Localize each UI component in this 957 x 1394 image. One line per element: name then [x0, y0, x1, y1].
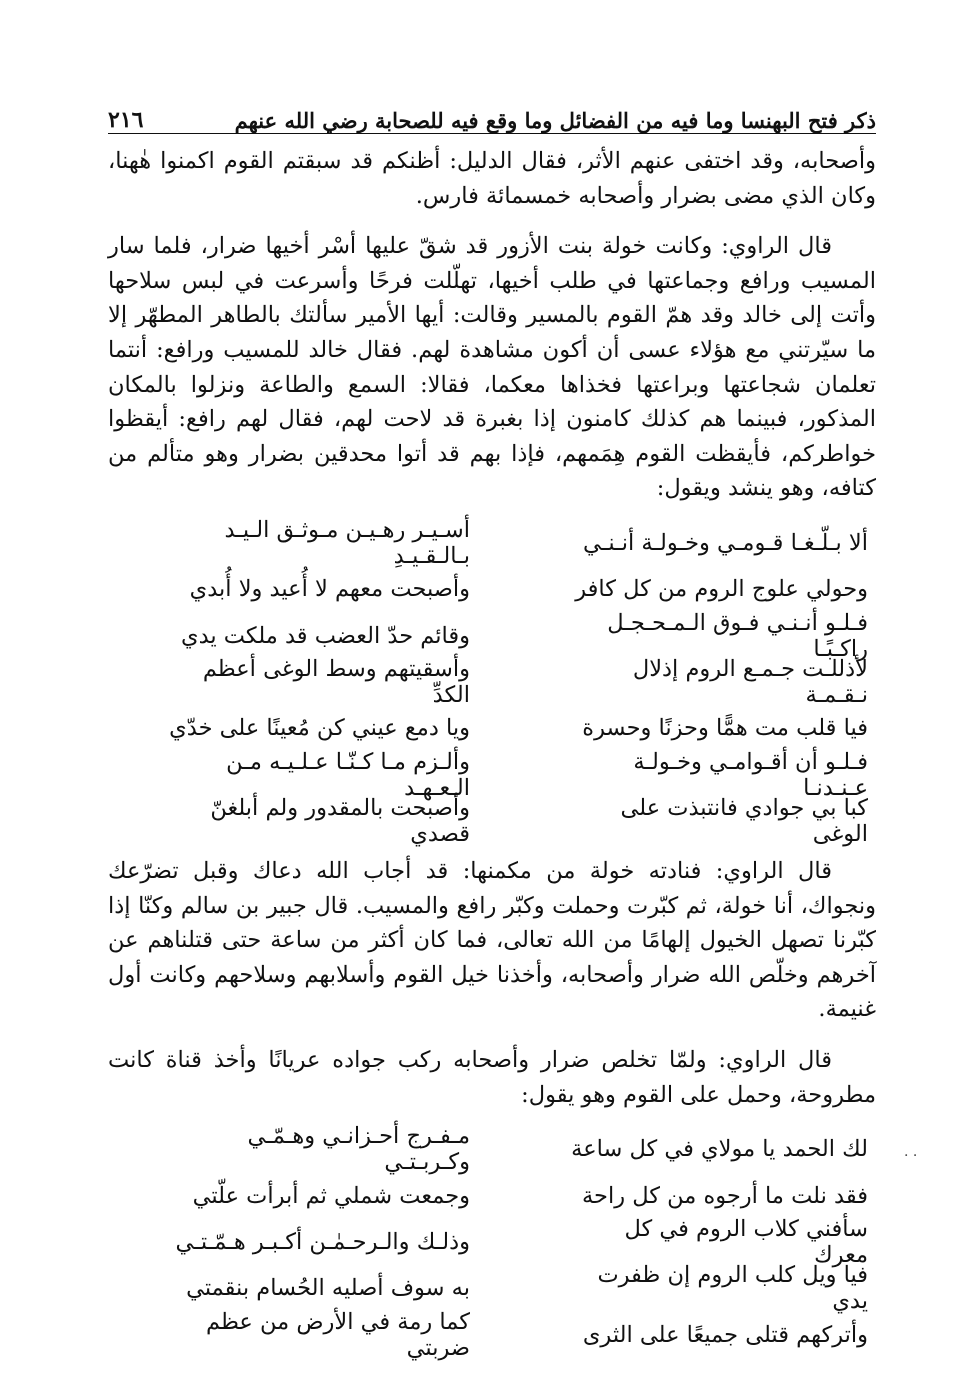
margin-mark: · ·: [904, 1148, 918, 1164]
verse-second-hemistich: كما رمة في الأرض من عظم ضربتي: [205, 1308, 470, 1361]
verse-line: [108, 1172, 876, 1218]
poem-block: [108, 517, 876, 847]
running-header: [108, 95, 876, 134]
verse-second-hemistich: ويا دمع عيني كن مُعينًا على خدّي: [169, 715, 470, 742]
verse-first-hemistich: فقد نلت ما أرجوه من كل راحة: [581, 1182, 868, 1209]
book-page: [108, 95, 876, 1385]
paragraph: قال الراوي: وكانت خولة بنت الأزور قد شقّ عليها أسْر أخيها ضرار، فلما سار المسيب ورافع وجماعتها في طلب أخيها، تهلّلت فرحًا وأسرعت في لبس سلاحها وأتت إلى خالد وقد همّ القوم بالمسير وقالت: أيها الأمير سألتك بالطاهر المطهّر إلا ما سيّرتني مع هؤلاء عسى أن أكون مشاهدة لهم. فقال خالد للمسيب ورافع: أنتما تعلمان شجاعتها وبراعتها فخذاها معكما، فقالا: السمع والطاعة ونزلوا بالمكان المذكور، فبينما هم كذلك كامنون إذا بغبرة قد لاحت لهم، فقال لهم رافع: أيقظوا خواطركم، فأيقظت القوم هِمَمهم، فإذا بهم قد أتوا محدقين بضرار وهو متألم من كتافه، وهو ينشد ويقول:: [108, 233, 876, 502]
poem-block: [108, 1123, 876, 1361]
verse-line: [108, 517, 876, 570]
verse-line: [108, 748, 876, 801]
verse-first-hemistich: فيا ويل كلب الروم إن ظفرت يدي: [597, 1262, 868, 1315]
verse-line: [108, 1262, 876, 1315]
verse-line: [108, 794, 876, 847]
paragraph: قال الراوي: ولمّا تخلص ضرار وأصحابه ركب جواده عريانًا وأخذ قناة كانت مطروحة، وحمل على القوم وهو يقول:: [108, 1046, 876, 1108]
verse-second-hemistich: وجمعت شملي ثم أبرأت علّتي: [192, 1182, 470, 1209]
verse-second-hemistich: وأصبحت معهم لا أُعيد ولا أُبدي: [189, 576, 470, 603]
verse-first-hemistich: فيا قلب مت همًّا وحزنًا وحسرة: [582, 715, 868, 742]
verse-first-hemistich: سأفني كلاب الروم في كل معرك: [624, 1215, 868, 1268]
verse-first-hemistich: كبا بي جوادي فانتبذت على الوغى: [620, 794, 868, 847]
running-title: ذكر فتح البهنسا وما فيه من الفضائل وما وقع فيه للصحابة رضي الله عنهم: [234, 107, 876, 133]
verse-line: [108, 1215, 876, 1268]
page-number: ٢١٦: [108, 106, 144, 133]
verse-second-hemistich: أسـيـر رهـيـن مـوثـق الـيـد بـالـقـيـدِ: [224, 517, 470, 570]
verse-line: [108, 1123, 876, 1176]
verse-second-hemistich: وأصبحت بالمقدور ولم أبلغنّ قصدي: [210, 794, 470, 847]
verse-second-hemistich: وألـزم مـا كـنّـا عـلـيـه مـن الـعـهـد: [226, 748, 470, 801]
verse-line: [108, 705, 876, 751]
verse-second-hemistich: مـفـرج أحـزانـي وهـمّـي وكـربـتـي: [247, 1123, 470, 1176]
paragraph: قال الراوي: فنادته خولة من مكمنها: قد أجاب الله دعاك وقبل تضرّعك ونجواك، أنا خولة، ثم كبّرت وحملت وكبّر رافع والمسيب. قال جبير بن سالم وكنّا إذا كبّرنا تصهل الخيول إلهامًا من الله تعالى، فما كان أكثر من ساعة حتى قتلناهم عن آخرهم وخلّص الله ضرار وأصحابه، وأخذنا خيل القوم وأسلابهم وسلاحهم وكانت أول غنيمة.: [108, 858, 876, 1023]
verse-line: [108, 609, 876, 662]
verse-line: [108, 1308, 876, 1361]
verse-second-hemistich: به سوف أصليه الحُسام بنقمتي: [186, 1275, 470, 1302]
verse-first-hemistich: فـلـو أنـنـي فـوق الـمـحـجـل راكـبًـا: [607, 609, 868, 662]
verse-line: [108, 566, 876, 612]
paragraph: وأصحابه، وقد اختفى عنهم الأثر، فقال الدليل: أظنكم قد سبقتم القوم اكمنوا هٰهنا، وكان الذي مضى بضرار وأصحابه خمسمائة فارس.: [108, 148, 876, 209]
verse-second-hemistich: وقائم حدّ العضب قد ملكت يدي: [180, 622, 470, 649]
verse-second-hemistich: وأسقيتهم وسط الوغى أعظم الكدِّ: [202, 655, 470, 708]
verse-second-hemistich: وذلـك والـرحـمٰـن أكـبـر هـمّـتـي: [175, 1228, 470, 1255]
verse-first-hemistich: فـلـو أن أقـوامـي وخـولـة عـنـدنـا: [633, 748, 868, 801]
verse-first-hemistich: لك الحمد يا مولاي في كل ساعة: [571, 1136, 868, 1163]
verse-line: [108, 655, 876, 708]
verse-first-hemistich: وأتركهم قتلى جميعًا على الثرى: [582, 1321, 868, 1348]
verse-first-hemistich: وحولي علوج الروم من كل كافر: [575, 576, 868, 603]
verse-first-hemistich: ألا بـلّـغـا قـومـي وخـولـة أنـنـي: [583, 530, 868, 557]
verse-first-hemistich: لأذللـت جـمـع الروم إذلال نـقـمـة: [632, 655, 868, 708]
